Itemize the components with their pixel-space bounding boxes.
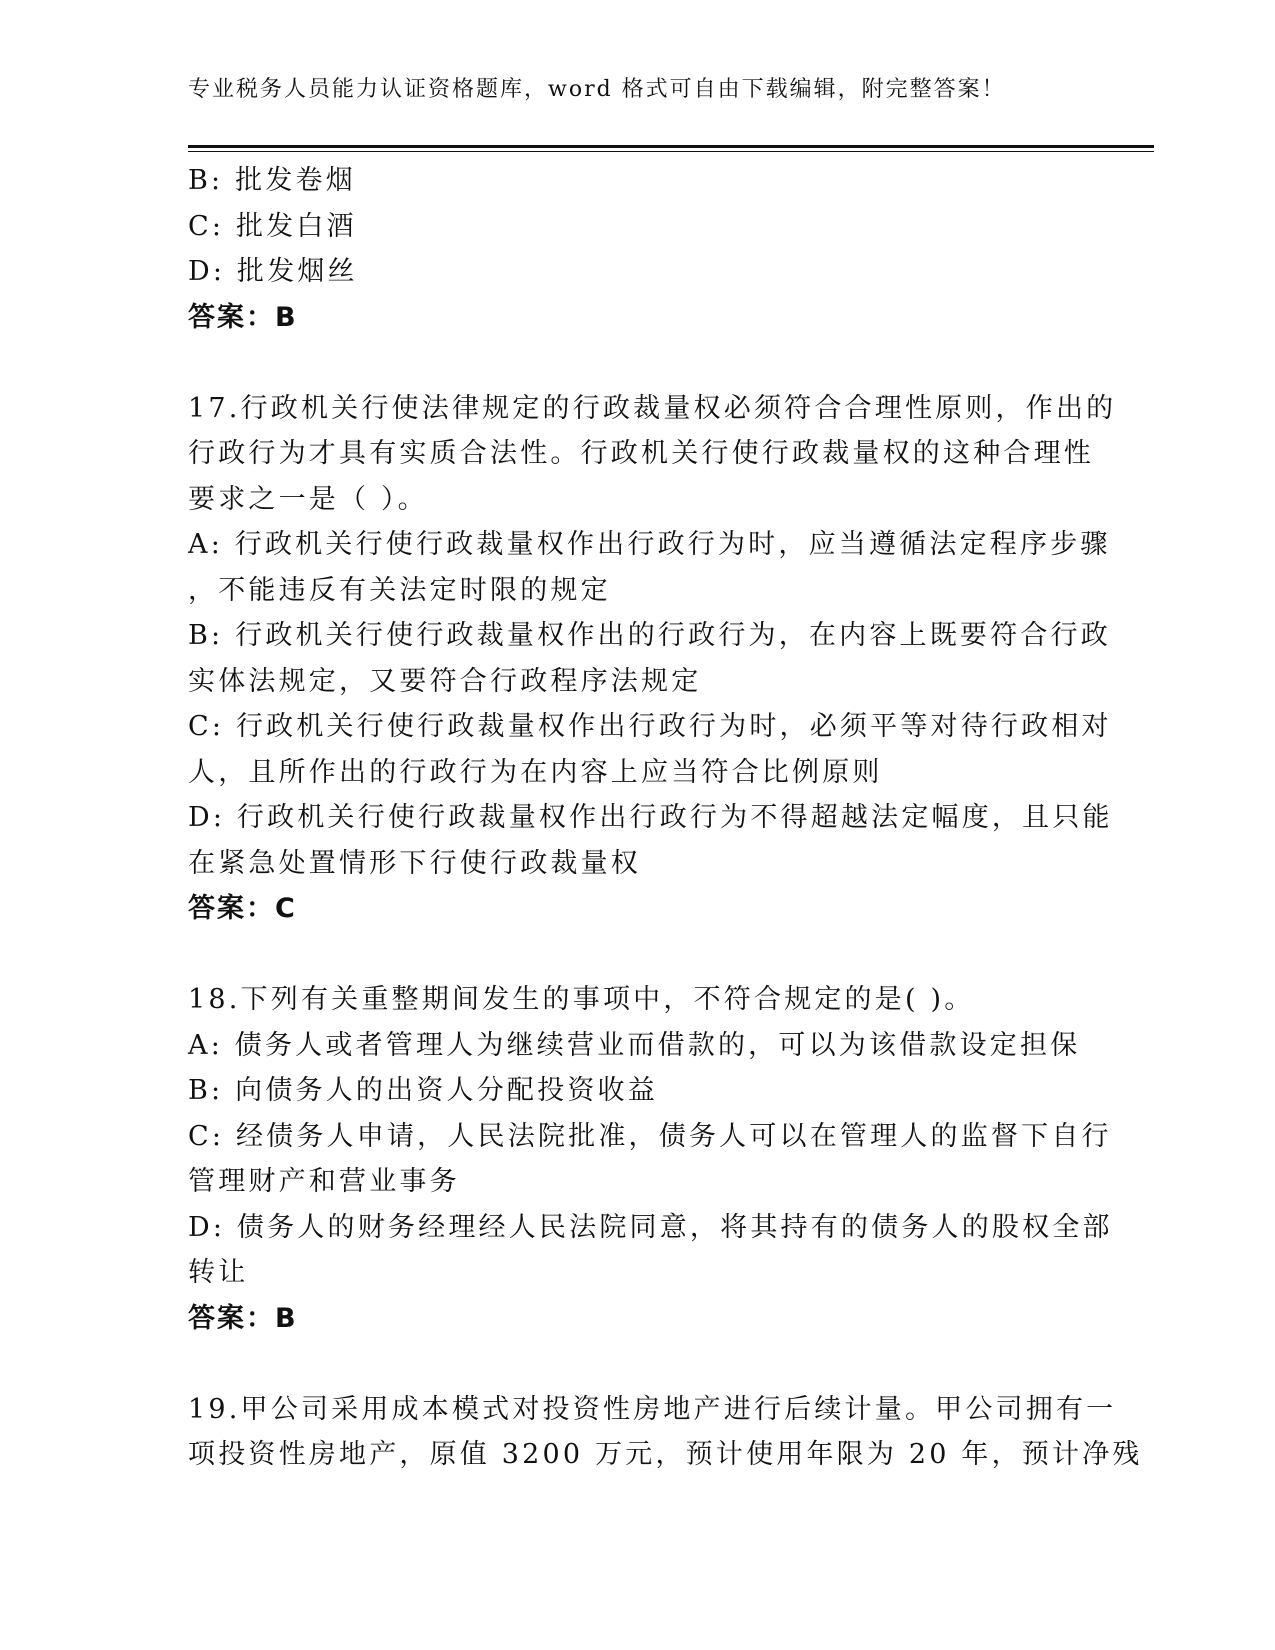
- spacer: [188, 1341, 1088, 1387]
- header-rule-thin: [188, 151, 1154, 152]
- question-stem-line: 18.下列有关重整期间发生的事项中，不符合规定的是( )。: [188, 984, 975, 1015]
- option-line: C: 经债务人申请，人民法院批准，债务人可以在管理人的监督下自行: [188, 1120, 1112, 1152]
- spacer: [188, 932, 1088, 978]
- option-line: D: 行政机关行使行政裁量权作出行政行为不得超越法定幅度，且只能: [188, 802, 1113, 833]
- answer-line: 答案：B: [188, 1302, 298, 1334]
- page-header: 专业税务人员能力认证资格题库，word 格式可自由下载编辑，附完整答案！: [188, 77, 1006, 102]
- question-stem-line: 项投资性房地产，原值 3200 万元，预计使用年限为 20 年，预计净残: [188, 1439, 1143, 1470]
- option-line: B: 向债务人的出资人分配投资收益: [188, 1075, 658, 1106]
- option-line: ，不能违反有关法定时限的规定: [188, 574, 611, 606]
- question-stem-line: 19.甲公司采用成本模式对投资性房地产进行后续计量。甲公司拥有一: [188, 1393, 1117, 1425]
- answer-line: 答案：C: [188, 893, 297, 924]
- option-line: 实体法规定，又要符合行政程序法规定: [188, 665, 702, 697]
- option-line: 在紧急处置情形下行使行政裁量权: [188, 847, 641, 879]
- option-line: 转让: [188, 1257, 249, 1288]
- option-line: A: 债务人或者管理人为继续营业而借款的，可以为该借款设定担保: [188, 1029, 1081, 1061]
- header-rule-thick: [188, 145, 1154, 148]
- option-line: D: 债务人的财务经理经人民法院同意，将其持有的债务人的股权全部: [188, 1211, 1113, 1243]
- question-stem-line: 17.行政机关行使法律规定的行政裁量权必须符合合理性原则，作出的: [188, 392, 1117, 424]
- option-line: 人，且所作出的行政行为在内容上应当符合比例原则: [188, 756, 883, 788]
- option-line: C: 行政机关行使行政裁量权作出行政行为时，必须平等对待行政相对: [188, 711, 1112, 742]
- option-line: D: 批发烟丝: [188, 256, 358, 287]
- question-stem-line: 要求之一是（ ）。: [188, 483, 428, 515]
- option-line: 管理财产和营业事务: [188, 1166, 460, 1197]
- option-line: C: 批发白酒: [188, 210, 357, 242]
- option-line: B: 批发卷烟: [188, 165, 356, 196]
- option-line: B: 行政机关行使行政裁量权作出的行政行为，在内容上既要符合行政: [188, 620, 1111, 651]
- question-content: [188, 158, 1143, 1478]
- option-line: A: 行政机关行使行政裁量权作出行政行为时，应当遵循法定程序步骤: [188, 529, 1111, 560]
- question-stem-line: 行政行为才具有实质合法性。行政机关行使行政裁量权的这种合理性: [188, 438, 1094, 469]
- spacer: [188, 340, 1088, 386]
- answer-line: 答案：B: [188, 301, 298, 333]
